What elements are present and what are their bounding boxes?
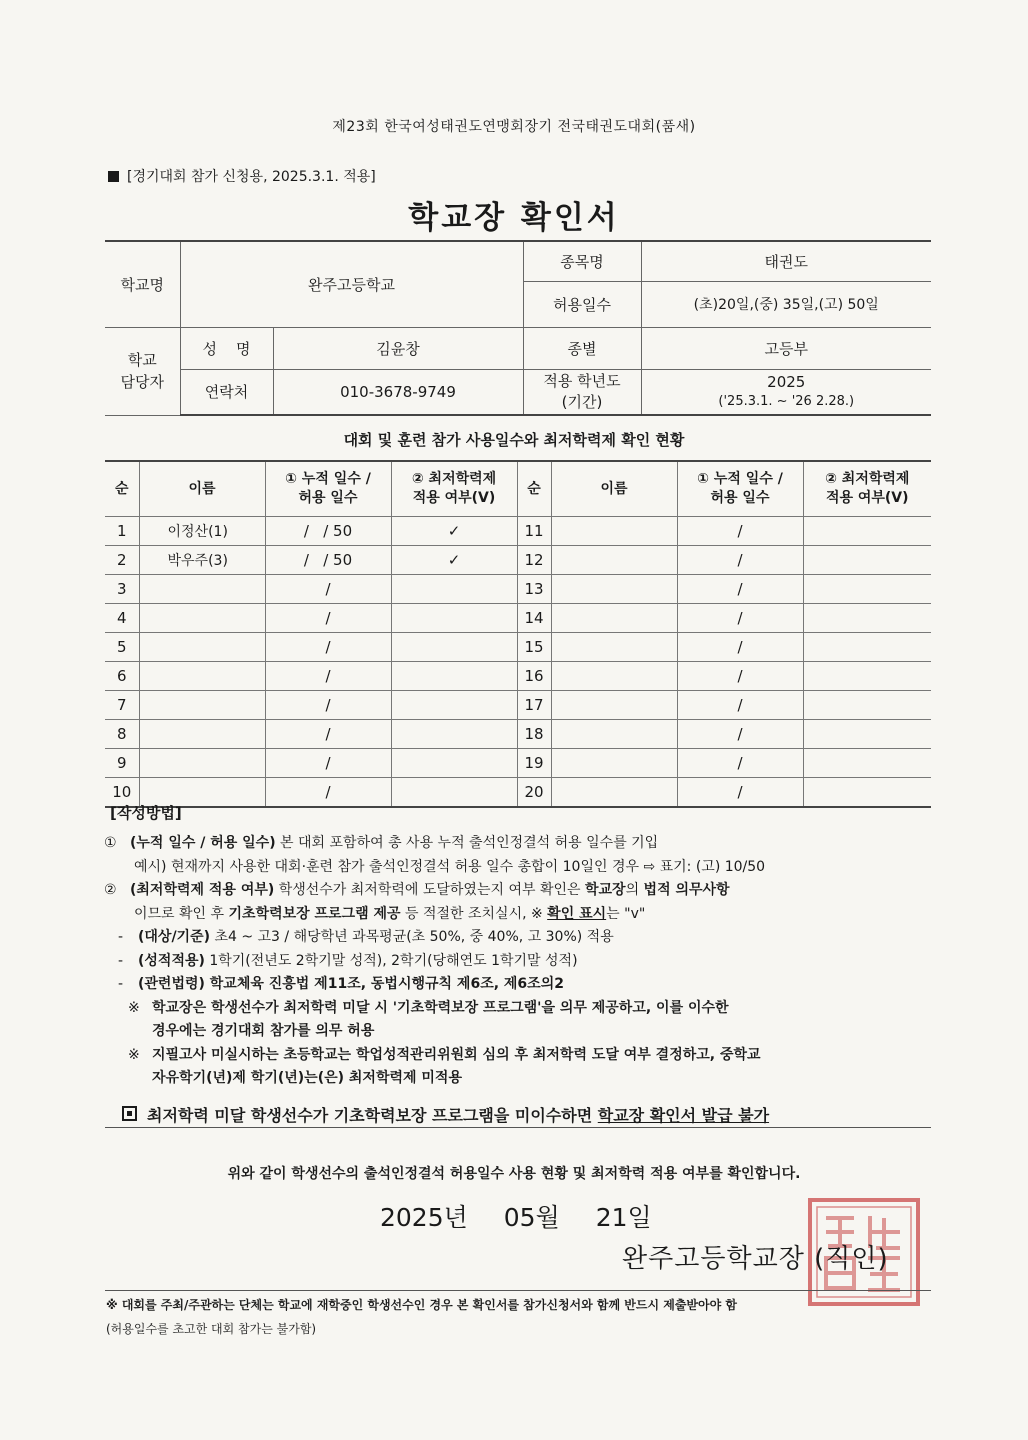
cell-check	[391, 720, 517, 749]
cell-days: /	[677, 778, 803, 808]
cell-check	[391, 633, 517, 662]
cell-check	[803, 546, 931, 575]
cell-name	[551, 546, 677, 575]
cell-no: 17	[517, 691, 551, 720]
manager-label: 학교 담당자	[105, 327, 180, 415]
contact-value: 010-3678-9749	[273, 369, 523, 415]
school-label: 학교명	[105, 241, 180, 327]
col-min-right: ② 최저학력제 적용 여부(V)	[803, 461, 931, 517]
cell-days: /	[677, 517, 803, 546]
table-row	[105, 546, 931, 575]
cell-check	[391, 691, 517, 720]
method-title: [작성방법]	[110, 804, 182, 822]
cell-no: 11	[517, 517, 551, 546]
cell-name	[551, 691, 677, 720]
cell-check	[803, 575, 931, 604]
cell-check	[803, 749, 931, 778]
sport-value: 태권도	[641, 241, 931, 281]
divider-footer	[105, 1290, 931, 1291]
year-cell	[641, 369, 931, 415]
cell-name	[139, 662, 265, 691]
method-item-2-line2: 이므로 확인 후 기초학력보장 프로그램 제공 등 적절한 조치실시, ※ 확인 표시는 "v"	[134, 905, 646, 922]
cell-days: /	[677, 691, 803, 720]
cell-no: 2	[105, 546, 139, 575]
table-row	[105, 749, 931, 778]
footnote-2: (허용일수를 초고한 대회 참가는 불가함)	[106, 1322, 317, 1336]
cell-no: 18	[517, 720, 551, 749]
cell-days: /	[265, 691, 391, 720]
table-row	[105, 575, 931, 604]
cell-name	[139, 633, 265, 662]
divider	[105, 1127, 931, 1128]
cell-days: /	[265, 778, 391, 808]
table-row	[105, 633, 931, 662]
cell-days: /	[677, 749, 803, 778]
cell-check	[803, 778, 931, 808]
cell-days: /	[677, 662, 803, 691]
cell-name	[551, 633, 677, 662]
issue-date: 2025년 05월 21일	[380, 1203, 652, 1232]
cell-name	[551, 778, 677, 808]
cell-name	[139, 749, 265, 778]
square-bullet-icon	[108, 171, 119, 182]
col-min-left: ② 최저학력제 적용 여부(V)	[391, 461, 517, 517]
school-value: 완주고등학교	[180, 241, 523, 327]
cell-no: 6	[105, 662, 139, 691]
col-days-left: ① 누적 일수 / 허용 일수	[265, 461, 391, 517]
cell-no: 16	[517, 662, 551, 691]
method-remark-1-line2: 경우에는 경기대회 참가를 의무 허용	[152, 1023, 375, 1039]
cell-days: /	[677, 720, 803, 749]
cell-check	[803, 517, 931, 546]
year-value: 2025	[767, 372, 806, 391]
method-remark-1: ※ 학교장은 학생선수가 최저학력 미달 시 '기초학력보장 프로그램'을 의무 제공하고, 이를 이수한	[128, 999, 729, 1016]
cell-no: 7	[105, 691, 139, 720]
cell-check	[391, 662, 517, 691]
footnote: ※ 대회를 주최/주관하는 단체는 학교에 재학중인 학생선수인 경우 본 확인서를 참가신청서와 함께 반드시 제출받아야 함	[106, 1298, 737, 1312]
cell-no: 8	[105, 720, 139, 749]
cell-name: 이정산(1)	[139, 517, 265, 546]
info-table	[105, 240, 931, 416]
attendance-table	[105, 460, 931, 808]
box-bullet-icon	[122, 1106, 137, 1121]
cell-name	[139, 720, 265, 749]
form-note: [경기대회 참가 신청용, 2025.3.1. 적용]	[108, 166, 376, 186]
cell-no: 10	[105, 778, 139, 808]
cell-days: /	[265, 633, 391, 662]
col-no-left: 순	[105, 461, 139, 517]
cell-no: 12	[517, 546, 551, 575]
cell-check	[391, 749, 517, 778]
table-row	[105, 720, 931, 749]
cell-check	[391, 604, 517, 633]
cell-name	[139, 575, 265, 604]
col-name-left: 이름	[139, 461, 265, 517]
method-detail-grades: - (성적적용) 1학기(전년도 2학기말 성적), 2학기(당해연도 1학기말 성적)	[118, 952, 578, 969]
cell-days: /	[265, 720, 391, 749]
division-value: 고등부	[641, 327, 931, 369]
attendance-heading: 대회 및 훈련 참가 사용일수와 최저학력제 확인 현황	[343, 431, 685, 449]
cell-check	[803, 604, 931, 633]
year-label: 적용 학년도 (기간)	[523, 369, 641, 415]
cell-name	[139, 691, 265, 720]
col-days-right: ① 누적 일수 / 허용 일수	[677, 461, 803, 517]
method-detail-law: - (관련법령) 학교체육 진흥법 제11조, 동법시행규칙 제6조, 제6조의2	[118, 976, 564, 992]
cell-days: /	[677, 604, 803, 633]
method-detail-target: - (대상/기준) 초4 ~ 고3 / 해당학년 과목평균(초 50%, 중 40%, 고 30%) 적용	[118, 929, 614, 945]
table-row	[105, 691, 931, 720]
cell-name	[551, 749, 677, 778]
cell-name	[551, 604, 677, 633]
method-remark-2-line2: 자유학기(년)제 학기(년)는(은) 최저학력제 미적용	[152, 1070, 462, 1086]
cell-check: ✓	[391, 517, 517, 546]
name-value: 김윤창	[273, 327, 523, 369]
allowed-days-label: 허용일수	[523, 281, 641, 327]
cell-days: /	[677, 546, 803, 575]
table-row	[105, 662, 931, 691]
cell-no: 3	[105, 575, 139, 604]
method-list	[104, 832, 934, 1091]
cell-days: /	[265, 662, 391, 691]
method-remark-2: ※ 지필고사 미실시하는 초등학교는 학업성적관리위원회 심의 후 최저학력 도달 여부 결정하고, 중학교	[128, 1046, 761, 1063]
cell-no: 13	[517, 575, 551, 604]
cell-no: 1	[105, 517, 139, 546]
cell-days: /	[265, 604, 391, 633]
cell-name	[551, 662, 677, 691]
attendance-rows	[105, 517, 931, 808]
division-label: 종별	[523, 327, 641, 369]
cell-days: /	[677, 633, 803, 662]
name-label: 성 명	[180, 327, 273, 369]
cell-days: /	[265, 749, 391, 778]
col-no-right: 순	[517, 461, 551, 517]
table-row	[105, 604, 931, 633]
cell-days: / / 50	[265, 546, 391, 575]
table-row	[105, 778, 931, 808]
cell-name	[139, 604, 265, 633]
cell-check	[803, 720, 931, 749]
sport-label: 종목명	[523, 241, 641, 281]
event-title: 제23회 한국여성태권도연맹회장기 전국태권도대회(품새)	[332, 119, 696, 135]
cell-no: 14	[517, 604, 551, 633]
cell-no: 19	[517, 749, 551, 778]
cell-name: 박우주(3)	[139, 546, 265, 575]
cell-name	[551, 720, 677, 749]
cell-check	[803, 633, 931, 662]
cell-name	[551, 517, 677, 546]
cell-no: 9	[105, 749, 139, 778]
final-rule: 최저학력 미달 학생선수가 기초학력보장 프로그램을 미이수하면 학교장 확인서 발급 불가	[122, 1103, 769, 1126]
table-row	[105, 517, 931, 546]
allowed-days-value: (초)20일,(중) 35일,(고) 50일	[641, 281, 931, 327]
cell-check	[391, 575, 517, 604]
method-item-2: ② (최저학력제 적용 여부) 학생선수가 최저학력에 도달하였는지 여부 확인은 학교장의 법적 의무사항	[104, 882, 730, 898]
cell-name	[551, 575, 677, 604]
method-item-1: ① (누적 일수 / 허용 일수) 본 대회 포함하여 총 사용 누적 출석인정결석 허용 일수를 기입	[104, 835, 659, 851]
year-period: ('25.3.1. ~ '26 2.28.)	[718, 393, 855, 409]
cell-days: /	[265, 575, 391, 604]
confirm-text: 위와 같이 학생선수의 출석인정결석 허용일수 사용 현황 및 최저학력 적용 여부를 확인합니다.	[227, 1166, 801, 1182]
cell-days: / / 50	[265, 517, 391, 546]
document-title: 학교장 확인서	[408, 200, 620, 236]
cell-check	[803, 662, 931, 691]
col-name-right: 이름	[551, 461, 677, 517]
cell-days: /	[677, 575, 803, 604]
contact-label: 연락처	[180, 369, 273, 415]
cell-no: 20	[517, 778, 551, 808]
signer: 완주고등학교장 (직인)	[622, 1244, 889, 1274]
cell-check	[391, 778, 517, 808]
cell-no: 5	[105, 633, 139, 662]
method-item-1-example: 예시) 현재까지 사용한 대회·훈련 참가 출석인정결석 허용 일수 총합이 10일인 경우 ⇨ 표기: (고) 10/50	[134, 858, 766, 875]
cell-no: 4	[105, 604, 139, 633]
cell-no: 15	[517, 633, 551, 662]
cell-check: ✓	[391, 546, 517, 575]
cell-check	[803, 691, 931, 720]
